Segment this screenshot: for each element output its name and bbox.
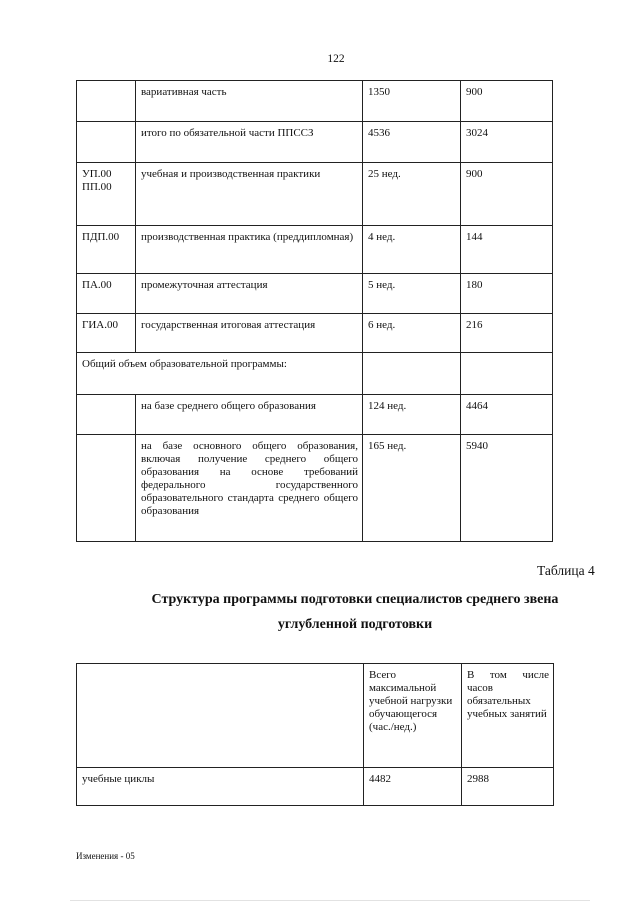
base-max-load: 124 нед. [363,395,461,435]
row-code: ГИА.00 [77,314,136,353]
table-row [77,274,553,314]
row-max-load: 4536 [363,122,461,163]
row-name: промежуточная аттестация [136,274,363,314]
table-row [77,122,553,163]
table-4-title-line1: Структура программы подготовки специалистов среднего звена [151,592,559,607]
row-mandatory: 2988 [462,768,554,806]
row-max-load: 25 нед. [363,163,461,226]
table-3-continuation [76,80,553,542]
row-max-load: 5 нед. [363,274,461,314]
table-4 [76,663,554,806]
table-4-title-line2: углубленной подготовки [277,617,433,632]
row-mandatory: 900 [461,163,553,226]
header-max-load: Всего максимальной учебной нагрузки обучающегося (час./нед.) [364,664,462,768]
row-code: ПА.00 [77,274,136,314]
row-max-load: 1350 [363,81,461,122]
scan-edge-line [70,900,590,901]
table-row [77,314,553,353]
row-name: производственная практика (преддипломная) [136,226,363,274]
table-row [77,353,553,395]
page-number: 122 [327,53,345,65]
table-header-row [77,664,554,768]
row-max-load: 4482 [364,768,462,806]
row-name: вариативная часть [136,81,363,122]
row-code: ПДП.00 [77,226,136,274]
row-code [77,81,136,122]
table-row [77,768,554,806]
base-max-load: 165 нед. [363,435,461,542]
header-empty [77,664,364,768]
table-row [77,163,553,226]
row-mandatory: 3024 [461,122,553,163]
base-mandatory: 4464 [461,395,553,435]
base-name: на базе основного общего образования, включая получение среднего общего образования на основе требований федерального государственного образовательного стандарта среднего общего образования [136,435,363,542]
table-4-label: Таблица 4 [537,563,595,578]
row-max-load: 4 нед. [363,226,461,274]
row-name: учебные циклы [77,768,364,806]
table-row [77,81,553,122]
base-mandatory: 5940 [461,435,553,542]
row-mandatory: 144 [461,226,553,274]
table-row [77,395,553,435]
base-name: на базе среднего общего образования [136,395,363,435]
footer-note: Изменения - 05 [76,851,135,861]
total-volume-label: Общий объем образовательной программы: [77,353,363,395]
table-row [77,435,553,542]
row-mandatory: 180 [461,274,553,314]
row-name: учебная и производственная практики [136,163,363,226]
row-name: итого по обязательной части ППССЗ [136,122,363,163]
row-code: УП.00 ПП.00 [77,163,136,226]
header-mandatory: В том числе часов обязательных учебных занятий [462,664,554,768]
table-row [77,226,553,274]
row-mandatory: 900 [461,81,553,122]
row-code [77,122,136,163]
row-name: государственная итоговая аттестация [136,314,363,353]
row-mandatory: 216 [461,314,553,353]
row-max-load: 6 нед. [363,314,461,353]
